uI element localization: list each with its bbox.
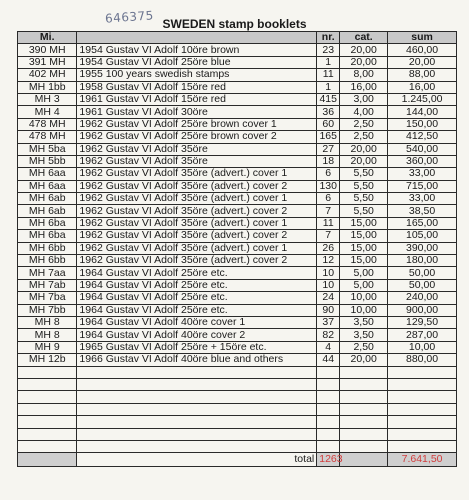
cell-sum: 129,50 [388,316,457,328]
cell-mi: MH 7ab [18,279,77,291]
cell-nr [317,391,340,403]
cell-mi [18,378,77,390]
header-nr: nr. [317,32,340,44]
table-row [18,131,457,143]
cell-nr: 44 [317,354,340,366]
cell-description: 1962 Gustav VI Adolf 35öre [77,143,317,155]
table-row [18,366,457,378]
cell-sum: 287,00 [388,329,457,341]
cell-cat: 3,00 [340,93,388,105]
cell-nr: 12 [317,255,340,267]
table-row [18,93,457,105]
cell-description: 1954 Gustav VI Adolf 25öre blue [77,56,317,68]
total-nr: 1263 [317,453,340,467]
cell-sum: 105,00 [388,230,457,242]
cell-cat [340,403,388,415]
cell-mi: MH 6ab [18,205,77,217]
cell-cat [340,428,388,440]
cell-sum [388,391,457,403]
cell-mi [18,440,77,452]
cell-mi: MH 7ba [18,292,77,304]
cell-cat: 10,00 [340,304,388,316]
cell-nr: 10 [317,279,340,291]
cell-mi: MH 8 [18,329,77,341]
cell-mi: MH 7bb [18,304,77,316]
cell-nr [317,440,340,452]
cell-nr: 23 [317,44,340,56]
cell-sum [388,378,457,390]
cell-nr [317,403,340,415]
cell-nr: 60 [317,118,340,130]
cell-cat: 5,00 [340,279,388,291]
cell-cat: 2,50 [340,341,388,353]
cell-cat: 15,00 [340,255,388,267]
cell-mi: 478 MH [18,118,77,130]
cell-cat: 5,50 [340,193,388,205]
cell-description: 1962 Gustav VI Adolf 35öre (advert.) cover 2 [77,255,317,267]
table-row [18,106,457,118]
table-row [18,230,457,242]
cell-sum: 880,00 [388,354,457,366]
cell-nr: 82 [317,329,340,341]
table-row [18,193,457,205]
table-body [18,44,457,453]
header-cat: cat. [340,32,388,44]
cell-cat: 5,50 [340,205,388,217]
cell-sum [388,440,457,452]
cell-cat: 5,50 [340,168,388,180]
cell-sum: 900,00 [388,304,457,316]
table-row [18,168,457,180]
cell-cat [340,378,388,390]
cell-nr [317,416,340,428]
cell-description [77,366,317,378]
cell-nr: 6 [317,168,340,180]
cell-sum: 1.245,00 [388,93,457,105]
cell-description [77,440,317,452]
cell-mi: MH 8 [18,316,77,328]
cell-nr: 1 [317,56,340,68]
cell-mi: MH 6aa [18,180,77,192]
cell-description: 1962 Gustav VI Adolf 35öre (advert.) cover 1 [77,168,317,180]
cell-nr: 10 [317,267,340,279]
table-row [18,267,457,279]
cell-description: 1964 Gustav VI Adolf 25öre etc. [77,279,317,291]
table-row [18,329,457,341]
table-row [18,69,457,81]
cell-cat: 3,50 [340,316,388,328]
cell-description: 1961 Gustav VI Adolf 15öre red [77,93,317,105]
table-row [18,180,457,192]
cell-cat: 20,00 [340,44,388,56]
cell-description [77,378,317,390]
cell-nr [317,428,340,440]
cell-sum: 390,00 [388,242,457,254]
cell-mi: MH 9 [18,341,77,353]
cell-nr: 18 [317,155,340,167]
cell-sum: 360,00 [388,155,457,167]
cell-cat: 5,50 [340,180,388,192]
cell-mi: 402 MH [18,69,77,81]
cell-mi [18,428,77,440]
table-row [18,255,457,267]
header-sum: sum [388,32,457,44]
cell-mi: MH 6aa [18,168,77,180]
cell-mi [18,416,77,428]
cell-cat: 20,00 [340,354,388,366]
cell-description: 1962 Gustav VI Adolf 35öre (advert.) cover 1 [77,242,317,254]
table-row [18,118,457,130]
table-row [18,56,457,68]
cell-mi: MH 5bb [18,155,77,167]
cell-description: 1962 Gustav VI Adolf 25öre brown cover 2 [77,131,317,143]
table-row [18,316,457,328]
cell-description: 1958 Gustav VI Adolf 15öre red [77,81,317,93]
total-label: total [77,453,317,467]
cell-mi: 390 MH [18,44,77,56]
cell-description: 1961 Gustav VI Adolf 30öre [77,106,317,118]
cell-sum: 38,50 [388,205,457,217]
cell-cat: 20,00 [340,155,388,167]
table-row [18,279,457,291]
cell-nr: 415 [317,93,340,105]
cell-description: 1962 Gustav VI Adolf 25öre brown cover 1 [77,118,317,130]
table-row [18,205,457,217]
table-row [18,217,457,229]
cell-cat: 2,50 [340,131,388,143]
table-row [18,416,457,428]
cell-description: 1962 Gustav VI Adolf 35öre (advert.) cover 1 [77,217,317,229]
cell-sum: 412,50 [388,131,457,143]
cell-description [77,403,317,415]
booklet-table [17,31,457,467]
total-cat-empty [340,453,388,467]
cell-description: 1966 Gustav VI Adolf 40öre blue and others [77,354,317,366]
cell-sum [388,428,457,440]
cell-sum: 33,00 [388,193,457,205]
cell-cat: 5,00 [340,267,388,279]
cell-sum: 20,00 [388,56,457,68]
header-row [18,32,457,44]
cell-cat: 15,00 [340,242,388,254]
cell-nr: 24 [317,292,340,304]
cell-cat: 15,00 [340,217,388,229]
cell-description: 1964 Gustav VI Adolf 40öre cover 2 [77,329,317,341]
cell-mi: MH 7aa [18,267,77,279]
cell-cat: 16,00 [340,81,388,93]
page-title: SWEDEN stamp booklets [162,17,307,31]
cell-cat: 20,00 [340,143,388,155]
cell-mi: MH 6ab [18,193,77,205]
cell-description: 1962 Gustav VI Adolf 35öre (advert.) cover 2 [77,205,317,217]
table-row [18,403,457,415]
header-mi: Mi. [18,32,77,44]
cell-sum: 144,00 [388,106,457,118]
cell-sum: 10,00 [388,341,457,353]
cell-sum [388,416,457,428]
cell-nr [317,366,340,378]
cell-cat: 15,00 [340,230,388,242]
cell-description: 1964 Gustav VI Adolf 25öre etc. [77,267,317,279]
cell-mi: MH 3 [18,93,77,105]
cell-cat [340,391,388,403]
cell-mi: MH 12b [18,354,77,366]
table-row [18,143,457,155]
total-empty-cell [18,453,77,467]
cell-description: 1962 Gustav VI Adolf 35öre (advert.) cover 1 [77,193,317,205]
cell-sum: 460,00 [388,44,457,56]
cell-description: 1964 Gustav VI Adolf 40öre cover 1 [77,316,317,328]
cell-description: 1954 Gustav VI Adolf 10öre brown [77,44,317,56]
cell-mi: MH 5ba [18,143,77,155]
cell-nr: 165 [317,131,340,143]
cell-nr: 6 [317,193,340,205]
cell-cat [340,416,388,428]
cell-description [77,428,317,440]
table-row [18,155,457,167]
cell-mi: MH 6ba [18,230,77,242]
table-row [18,428,457,440]
table-row [18,378,457,390]
cell-nr: 7 [317,205,340,217]
cell-sum: 50,00 [388,267,457,279]
cell-sum: 88,00 [388,69,457,81]
cell-description: 1965 Gustav VI Adolf 25öre + 15öre etc. [77,341,317,353]
cell-nr: 11 [317,69,340,81]
table-row [18,354,457,366]
cell-cat [340,440,388,452]
cell-nr: 4 [317,341,340,353]
cell-nr: 26 [317,242,340,254]
cell-mi: MH 6bb [18,255,77,267]
table-row [18,391,457,403]
cell-nr: 37 [317,316,340,328]
cell-mi: MH 1bb [18,81,77,93]
cell-cat: 2,50 [340,118,388,130]
cell-cat: 20,00 [340,56,388,68]
cell-nr: 7 [317,230,340,242]
cell-mi: MH 6ba [18,217,77,229]
cell-sum: 180,00 [388,255,457,267]
cell-sum [388,366,457,378]
total-sum: 7.641,50 [388,453,457,467]
cell-description: 1964 Gustav VI Adolf 25öre etc. [77,304,317,316]
cell-description: 1955 100 years swedish stamps [77,69,317,81]
total-row [18,453,457,467]
table-row [18,292,457,304]
cell-mi: 478 MH [18,131,77,143]
header-description [77,32,317,44]
table-row [18,440,457,452]
cell-mi [18,403,77,415]
cell-mi: MH 6bb [18,242,77,254]
cell-mi: MH 4 [18,106,77,118]
cell-mi [18,391,77,403]
cell-sum: 50,00 [388,279,457,291]
cell-cat: 10,00 [340,292,388,304]
cell-description: 1964 Gustav VI Adolf 25öre etc. [77,292,317,304]
cell-cat: 3,50 [340,329,388,341]
cell-sum: 540,00 [388,143,457,155]
cell-sum: 165,00 [388,217,457,229]
cell-nr [317,378,340,390]
cell-cat: 8,00 [340,69,388,81]
cell-mi [18,366,77,378]
table-row [18,304,457,316]
cell-sum: 16,00 [388,81,457,93]
cell-sum: 240,00 [388,292,457,304]
cell-description: 1962 Gustav VI Adolf 35öre [77,155,317,167]
cell-description [77,391,317,403]
table-row [18,44,457,56]
cell-nr: 27 [317,143,340,155]
cell-nr: 36 [317,106,340,118]
cell-nr: 90 [317,304,340,316]
cell-cat [340,366,388,378]
cell-description: 1962 Gustav VI Adolf 35öre (advert.) cover 2 [77,230,317,242]
cell-sum [388,403,457,415]
cell-sum: 715,00 [388,180,457,192]
cell-sum: 150,00 [388,118,457,130]
cell-nr: 1 [317,81,340,93]
table-row [18,81,457,93]
cell-mi: 391 MH [18,56,77,68]
handwritten-note: 646375 [104,8,155,26]
cell-description: 1962 Gustav VI Adolf 35öre (advert.) cover 2 [77,180,317,192]
cell-nr: 11 [317,217,340,229]
cell-description [77,416,317,428]
cell-nr: 130 [317,180,340,192]
table-row [18,341,457,353]
table-row [18,242,457,254]
cell-cat: 4,00 [340,106,388,118]
cell-sum: 33,00 [388,168,457,180]
